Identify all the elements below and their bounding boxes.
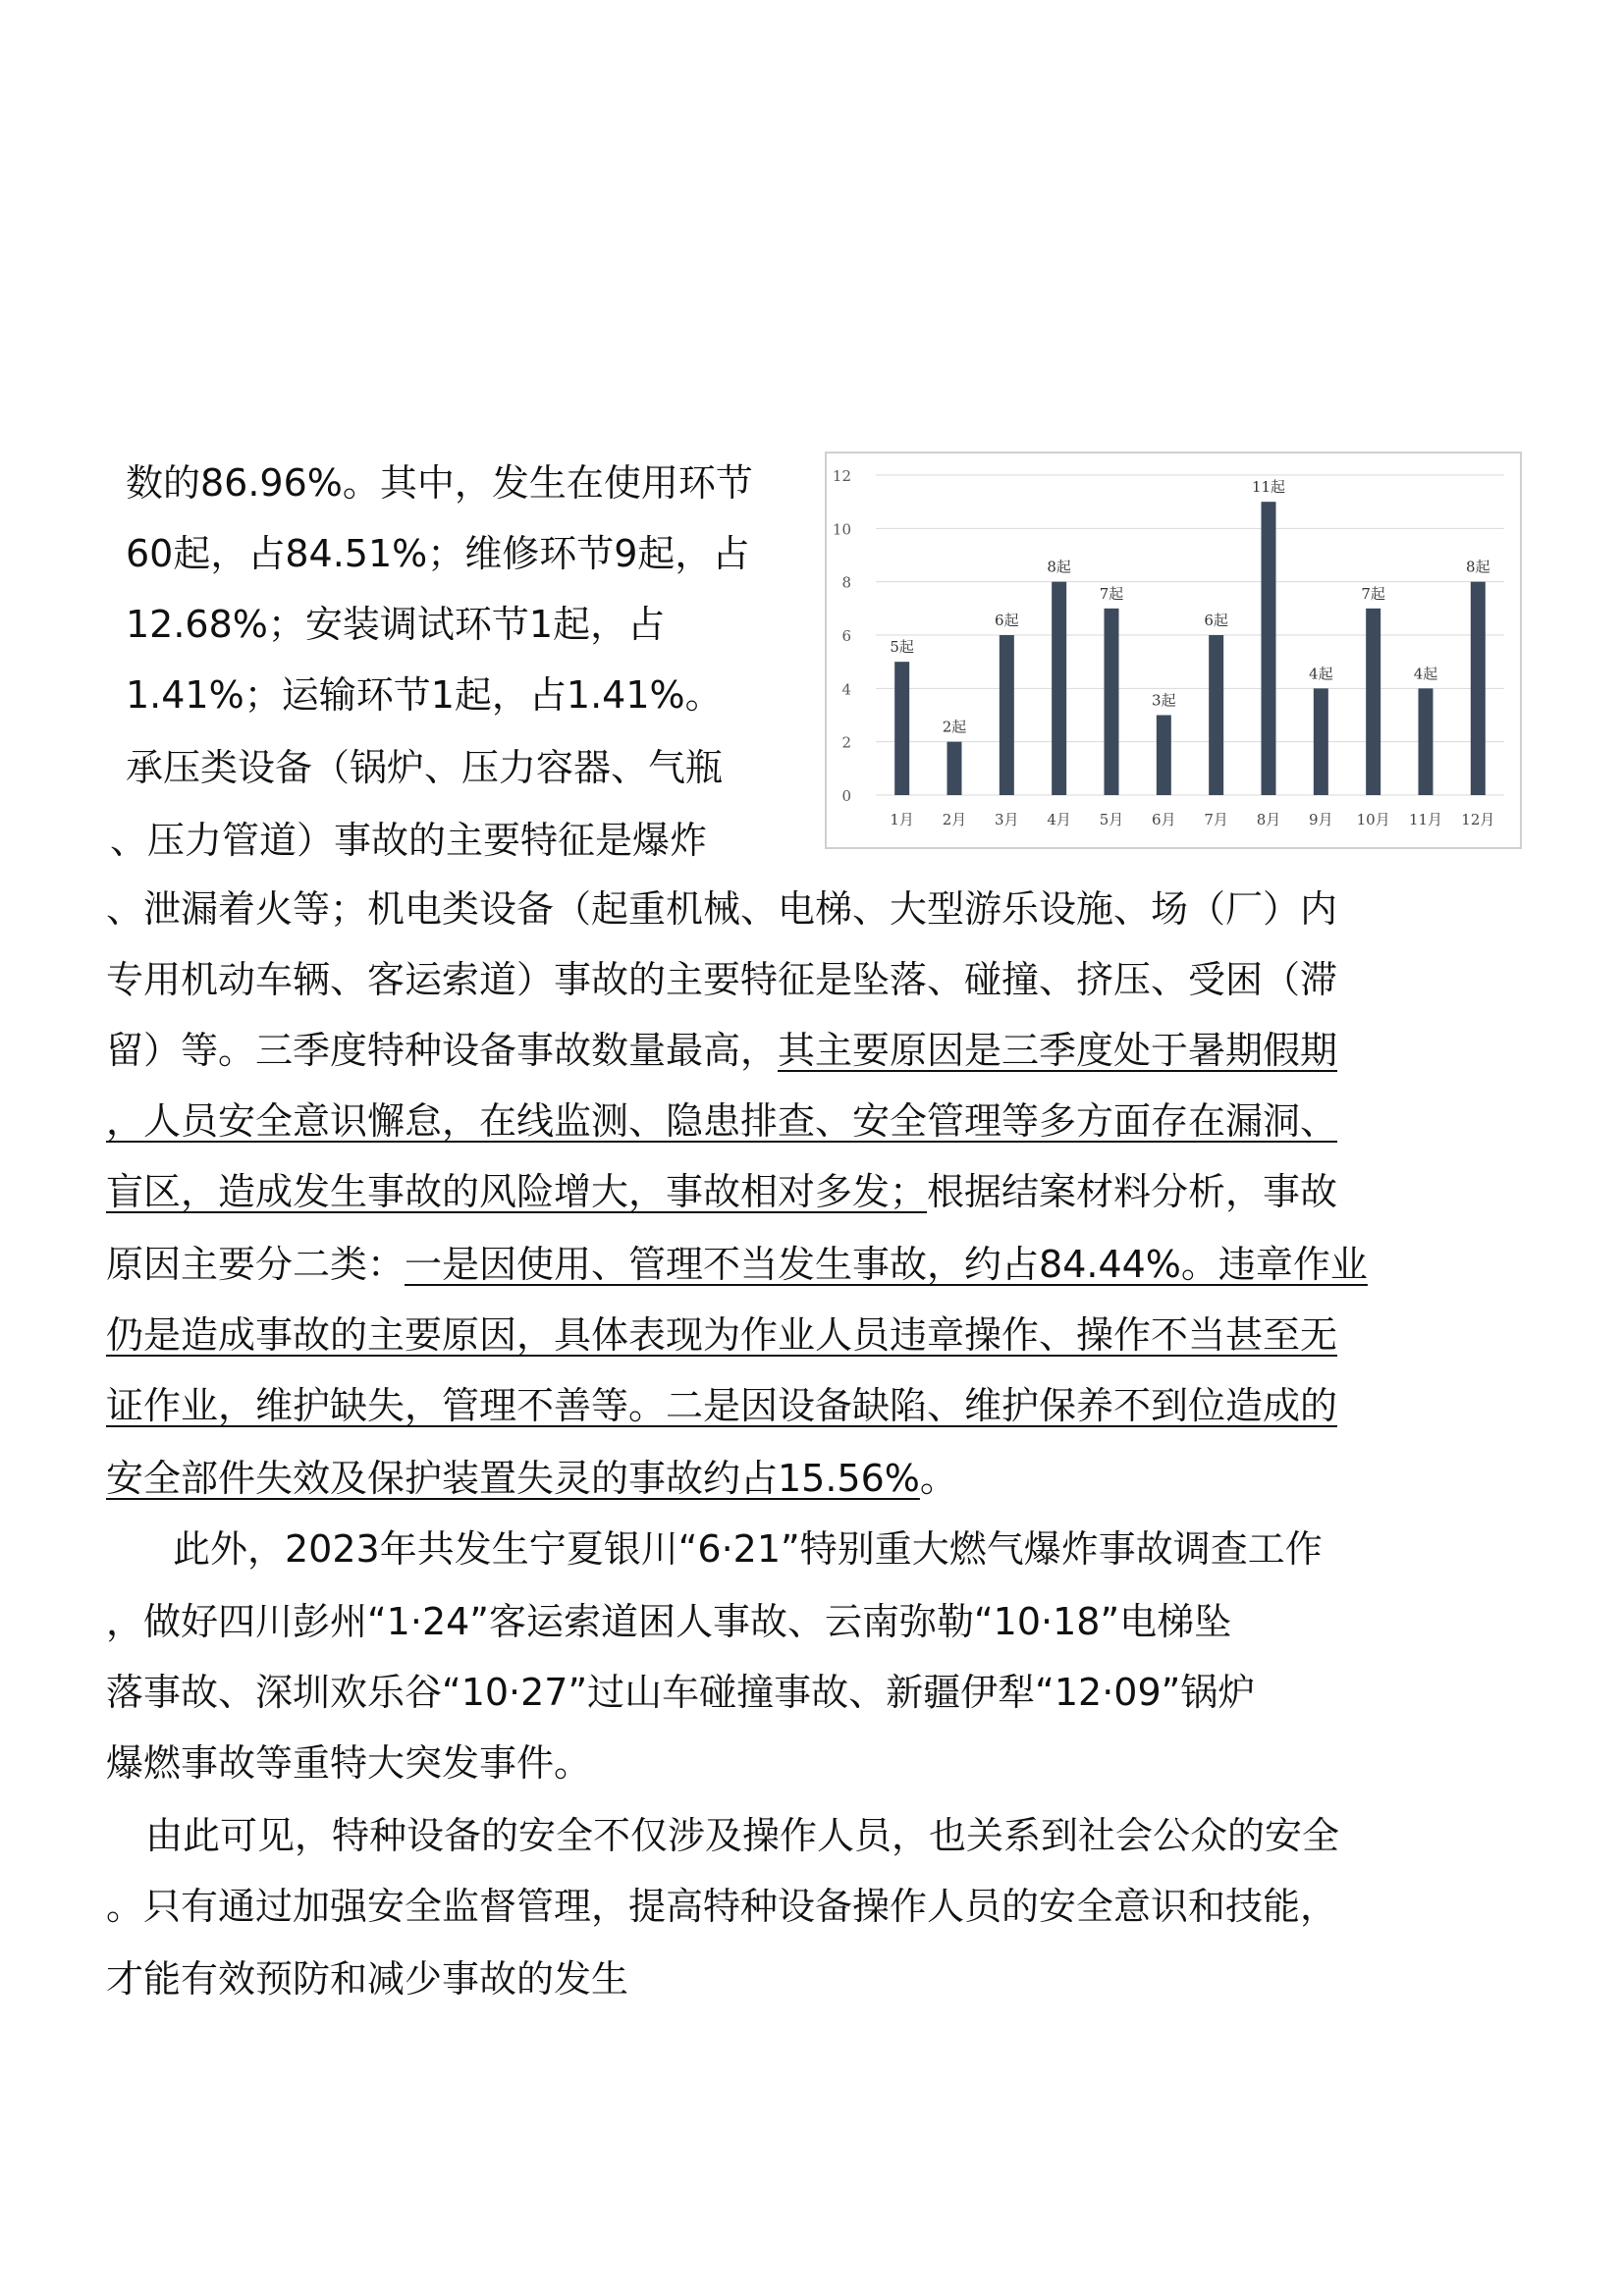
data-label: 6起: [1204, 612, 1228, 629]
bar-9月: [1314, 688, 1328, 795]
data-label: 2起: [942, 718, 967, 736]
x-tick-label: 12月: [1461, 811, 1495, 828]
text-line: 爆燃事故等重特大突发事件。: [106, 1741, 592, 1785]
underlined-text: 盲区，造成发生事故的风险增大，事故相对多发；: [106, 1170, 928, 1213]
text-line: 60起，占84.51%；维修环节9起，占: [126, 532, 750, 575]
x-tick-label: 2月: [942, 811, 967, 828]
data-label: 4起: [1309, 665, 1333, 683]
y-tick-label: 10: [832, 520, 851, 539]
bar-4月: [1052, 582, 1066, 795]
bar-3月: [1000, 635, 1014, 795]
data-label: 3起: [1152, 691, 1176, 710]
underlined-text: 证作业，维护缺失，管理不善等。二是因设备缺陷、维护保养不到位造成的: [106, 1384, 1338, 1427]
text-span: 留）等。三季度特种设备事故数量最高，: [106, 1029, 779, 1072]
text-line: 、压力管道）事故的主要特征是爆炸: [110, 819, 708, 862]
text-line: [106, 1309, 1337, 1361]
text-line: 落事故、深圳欢乐谷“10·27”过山车碰撞事故、新疆伊犁“12·09”锅炉: [106, 1671, 1256, 1714]
bar-1月: [894, 662, 909, 795]
data-label: 7起: [1361, 584, 1385, 603]
text-line: ，做好四川彭州“1·24”客运索道困人事故、云南弥勒“10·18”电梯坠: [106, 1600, 1232, 1643]
text-line: 此外，2023年共发生宁夏银川“6·21”特别重大燃气爆炸事故调查工作: [173, 1527, 1323, 1571]
x-tick-label: 1月: [890, 811, 914, 828]
text-span: 。: [919, 1457, 957, 1500]
y-tick-label: 6: [841, 627, 851, 645]
text-line: 数的86.96%。其中，发生在使用环节: [126, 461, 753, 505]
bar-7月: [1209, 635, 1223, 795]
text-line: 专用机动车辆、客运索道）事故的主要特征是坠落、碰撞、挤压、受困（滞: [106, 958, 1338, 1001]
bar-8月: [1262, 502, 1276, 795]
text-line: 1.41%；运输环节1起，占1.41%。: [126, 673, 723, 717]
data-label: 4起: [1413, 665, 1438, 683]
text-line: 12.68%；安装调试环节1起，占: [126, 603, 666, 646]
x-tick-label: 3月: [995, 811, 1019, 828]
text-line: [106, 1025, 1337, 1076]
x-tick-label: 5月: [1099, 811, 1124, 828]
text-line: [106, 1239, 1368, 1290]
text-line: 、泄漏着火等；机电类设备（起重机械、电梯、大型游乐设施、场（厂）内: [106, 887, 1338, 931]
y-tick-label: 2: [841, 733, 851, 752]
underlined-text: 安全部件失效及保护装置失灵的事故约占15.56%: [106, 1457, 920, 1500]
data-label: 8起: [1047, 558, 1071, 576]
text-line: [106, 1166, 1337, 1217]
x-tick-label: 4月: [1047, 811, 1071, 828]
x-tick-label: 8月: [1256, 811, 1281, 828]
text-line: 才能有效预防和减少事故的发生: [106, 1957, 629, 2001]
text-line: 承压类设备（锅炉、压力容器、气瓶: [126, 746, 724, 789]
y-tick-label: 0: [841, 787, 851, 805]
underlined-text: 仍是造成事故的主要原因，具体表现为作业人员违章操作、操作不当甚至无: [106, 1313, 1338, 1357]
data-label: 6起: [995, 612, 1019, 629]
text-line: [106, 1453, 957, 1504]
data-label: 8起: [1466, 558, 1490, 576]
monthly-accident-bar-chart: [825, 452, 1522, 849]
text-span: 根据结案材料分析，事故: [927, 1170, 1338, 1213]
data-label: 7起: [1099, 584, 1124, 603]
x-tick-label: 7月: [1204, 811, 1228, 828]
x-tick-label: 6月: [1152, 811, 1176, 828]
bar-6月: [1157, 716, 1171, 796]
underlined-text: 其主要原因是三季度处于暑期假期: [778, 1029, 1338, 1072]
bar-12月: [1471, 582, 1486, 795]
text-span: 原因主要分二类：: [106, 1243, 406, 1286]
y-tick-label: 12: [832, 467, 851, 485]
bar-2月: [947, 742, 962, 795]
chart-svg: [827, 454, 1520, 847]
bar-10月: [1366, 609, 1380, 795]
text-line: 。只有通过加强安全监督管理，提高特种设备操作人员的安全意识和技能，: [106, 1885, 1338, 1928]
text-line: 由此可见，特种设备的安全不仅涉及操作人员，也关系到社会公众的安全: [145, 1814, 1340, 1857]
data-label: 11起: [1251, 478, 1286, 497]
x-tick-label: 10月: [1356, 811, 1390, 828]
text-line: [106, 1095, 1337, 1147]
bar-5月: [1105, 609, 1119, 795]
y-tick-label: 4: [841, 680, 851, 699]
underlined-text: 一是因使用、管理不当发生事故，约占84.44%。违章作业: [405, 1243, 1368, 1286]
x-tick-label: 11月: [1408, 811, 1443, 828]
underlined-text: ，人员安全意识懈怠，在线监测、隐患排查、安全管理等多方面存在漏洞、: [106, 1099, 1338, 1143]
text-line: [106, 1380, 1337, 1431]
data-label: 5起: [890, 638, 914, 657]
x-tick-label: 9月: [1309, 811, 1333, 828]
y-tick-label: 8: [841, 573, 851, 592]
bar-11月: [1419, 688, 1434, 795]
